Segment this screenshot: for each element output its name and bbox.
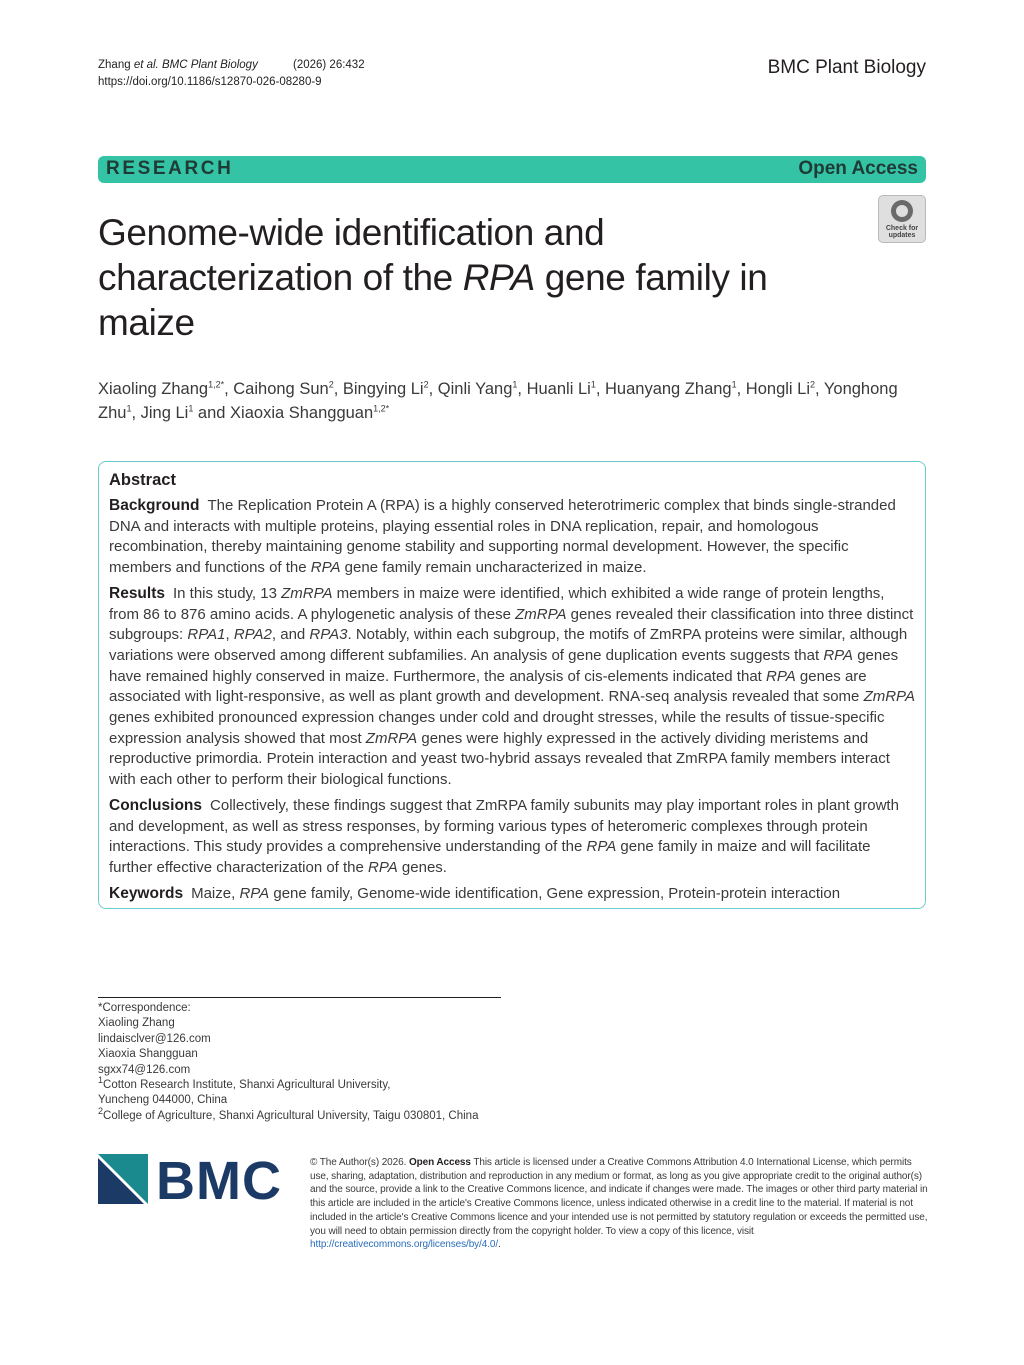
author-affiliation: 2	[810, 379, 816, 390]
author-affiliation: 1	[731, 379, 737, 390]
affiliation-text: Cotton Research Institute, Shanxi Agricultural University,	[103, 1079, 391, 1092]
citation-block	[98, 57, 365, 91]
gene-name: RPA	[586, 838, 617, 856]
results-text: , and	[271, 626, 310, 644]
author-affiliation: 1	[512, 379, 518, 390]
title-part1: Genome-wide identification and characterization of the	[98, 212, 605, 298]
footnote-divider	[98, 997, 501, 998]
correspondence-email[interactable]: lindaisclver@126.com	[98, 1032, 211, 1045]
correspondence-name: Xiaoling Zhang	[98, 1017, 175, 1030]
results-text: In this study, 13	[173, 584, 282, 602]
citation-year-volume: (2026) 26:432	[292, 59, 365, 71]
gene-name: RPA2	[233, 626, 272, 644]
author-name[interactable]: Yonghong Zhu	[98, 380, 898, 422]
affiliation-1-cont: Yuncheng 044000, China	[98, 1094, 228, 1107]
results-text: genes have remained highly conserved in maize. Furthermore, the analysis of cis-elements indicated that	[109, 646, 899, 685]
author-name[interactable]: Xiaoling Zhang	[98, 380, 209, 398]
article-type-label: RESEARCH	[106, 158, 234, 179]
gene-name: ZmRPA	[863, 688, 915, 706]
results-text: genes were highly expressed in the actively dividing meristems and reproductive primordia. Protein interaction and yeast two-hybrid assays revealed that ZmRPA family members interact with each other to perform their biological functions.	[109, 729, 890, 789]
background-text: The Replication Protein A (RPA) is a highly conserved heterotrimeric complex that binds single-stranded DNA and interacts with multiple proteins, playing essential roles in DNA replication, repair, and homologous recombination, thereby maintaining genome stability and supporting normal development. However, the specific members and functions of the	[109, 497, 896, 577]
article-title	[98, 210, 858, 345]
license-prefix: © The Author(s) 2026.	[310, 1157, 407, 1168]
abstract-conclusions	[109, 796, 915, 879]
correspondence-email[interactable]: sgxx74@126.com	[98, 1063, 191, 1076]
author-separator: ,	[131, 404, 141, 422]
gene-name: RPA	[368, 858, 398, 876]
gene-name: RPA1	[187, 626, 226, 644]
author-name[interactable]: Jing Li	[140, 404, 189, 422]
abstract-heading: Abstract	[109, 471, 176, 489]
gene-name: RPA	[823, 646, 854, 664]
citation-journal: et al. BMC Plant Biology	[133, 59, 258, 71]
author-affiliation: 1	[188, 403, 194, 414]
license-open-access: Open Access	[408, 1157, 471, 1168]
abstract-background	[109, 496, 915, 579]
abstract-box	[98, 461, 926, 909]
author-affiliation: 2	[328, 379, 334, 390]
author-affiliation: 1	[590, 379, 596, 390]
results-text: . Notably, within each subgroup, the motifs of ZmRPA proteins were similar, although variations were observed among different subfamilies. An analysis of gene duplication events suggests that	[109, 626, 908, 664]
conclusions-label: Conclusions	[109, 796, 203, 814]
author-separator: ,	[428, 380, 438, 398]
author-affiliation: 2	[423, 379, 429, 390]
gene-name: RPA3	[309, 626, 348, 644]
keywords-label: Keywords	[109, 884, 184, 902]
title-part2: gene family in maize	[98, 257, 768, 343]
results-text: members in maize were identified, which exhibited a wide range of protein lengths, from 86 to 876 amino acids. A phylogenetic analysis of these	[109, 584, 885, 623]
author-separator: ,	[595, 380, 605, 398]
keywords-text: Maize,	[191, 884, 240, 902]
author-separator: ,	[517, 380, 527, 398]
check-updates-label: Check for updates	[885, 225, 919, 239]
conclusions-text: genes.	[397, 858, 447, 876]
author-affiliation: 1,2*	[208, 379, 225, 390]
abstract-results	[109, 584, 915, 791]
article-type-bar	[98, 156, 926, 183]
gene-name: ZmRPA	[515, 605, 567, 623]
results-text: genes exhibited pronounced expression changes under cold and drought stresses, while the results of tissue-specific expression analysis showed that most	[109, 709, 885, 747]
gene-name: RPA	[766, 667, 796, 685]
author-name[interactable]: Huanyang Zhang	[605, 380, 732, 398]
gene-name: ZmRPA	[281, 584, 333, 602]
conclusions-text: Collectively, these findings suggest that ZmRPA family subunits may play important roles in plant growth and development, as well as stress responses, by forming various types of heteromeric complexes through protein interactions. This study provides a comprehensive understanding of the	[109, 796, 899, 856]
license-link[interactable]: http://creativecommons.org/licenses/by/4.0/	[310, 1239, 499, 1251]
affiliation-1	[98, 1075, 478, 1093]
affiliation-number: 1	[98, 1075, 104, 1086]
author-name[interactable]: Hongli Li	[745, 380, 811, 398]
results-text: genes revealed their classification into three distinct subgroups:	[109, 605, 914, 644]
affiliation-number: 2	[98, 1106, 104, 1117]
author-affiliation: 1	[126, 403, 132, 414]
license-text	[310, 1156, 928, 1252]
author-list	[98, 377, 930, 425]
author-name[interactable]: Qinli Yang	[437, 380, 513, 398]
author-separator: ,	[815, 380, 824, 398]
license-body: This article is licensed under a Creative Commons Attribution 4.0 International License, which permits use, sharing, adaptation, distribution and reproduction in any medium or format, as long as you give appropriate credit to the original author(s) and the source, provide a link to the Creative Commons licence, and indicate if changes were made. The images or other third party material in this article are included in the article's Creative Commons licence, unless indicated otherwise in a credit line to the material. If material is not included in the article's Creative Commons licence and your intended use is not permitted by statutory regulation or exceeds the permitted use, you will need to obtain permission directly from the copyright holder. To view a copy of this licence, visit	[310, 1157, 928, 1237]
check-for-updates-icon[interactable]	[878, 195, 926, 243]
doi-link[interactable]: https://doi.org/10.1186/s12870-026-08280-9	[98, 76, 322, 88]
background-text: gene family remain uncharacterized in maize.	[340, 559, 647, 577]
logo-text: BMC	[156, 1154, 282, 1204]
author-affiliation: 1,2*	[373, 403, 390, 414]
affiliation-2	[98, 1106, 479, 1124]
citation-authors: Zhang	[98, 59, 134, 71]
license-end: .	[498, 1239, 501, 1251]
results-label: Results	[109, 584, 165, 602]
correspondence-block	[98, 1001, 478, 1124]
author-name[interactable]: Huanli Li	[526, 380, 591, 398]
author-name[interactable]: Bingying Li	[342, 380, 424, 398]
author-separator: ,	[736, 380, 746, 398]
gene-name: RPA	[239, 884, 270, 902]
abstract-keywords	[109, 884, 915, 905]
author-name[interactable]: Caihong Sun	[233, 380, 329, 398]
journal-name: BMC Plant Biology	[767, 57, 926, 78]
bmc-logo	[98, 1154, 286, 1204]
keywords-text: gene family, Genome-wide identification, Gene expression, Protein-protein interaction	[269, 884, 841, 902]
author-separator: and	[193, 404, 231, 422]
correspondence-name: Xiaoxia Shangguan	[98, 1048, 198, 1061]
open-access-label: Open Access	[798, 158, 918, 179]
title-gene: RPA	[462, 257, 535, 298]
conclusions-text: gene family in maize and will facilitate further effective characterization of the	[109, 838, 871, 876]
author-separator: ,	[224, 380, 234, 398]
crossmark-icon	[891, 200, 913, 222]
affiliation-text: College of Agriculture, Shanxi Agricultural University, Taigu 030801, China	[103, 1109, 479, 1122]
correspondence-label: *Correspondence:	[98, 1002, 191, 1014]
gene-name: ZmRPA	[365, 729, 418, 747]
author-name[interactable]: Xiaoxia Shangguan	[230, 404, 374, 422]
results-text: genes are associated with light-responsive, as well as plant growth and development. RNA-seq analysis revealed that some	[109, 667, 867, 706]
background-label: Background	[109, 497, 200, 514]
author-separator: ,	[333, 380, 343, 398]
gene-name: RPA	[310, 559, 341, 577]
results-text: ,	[225, 626, 234, 644]
